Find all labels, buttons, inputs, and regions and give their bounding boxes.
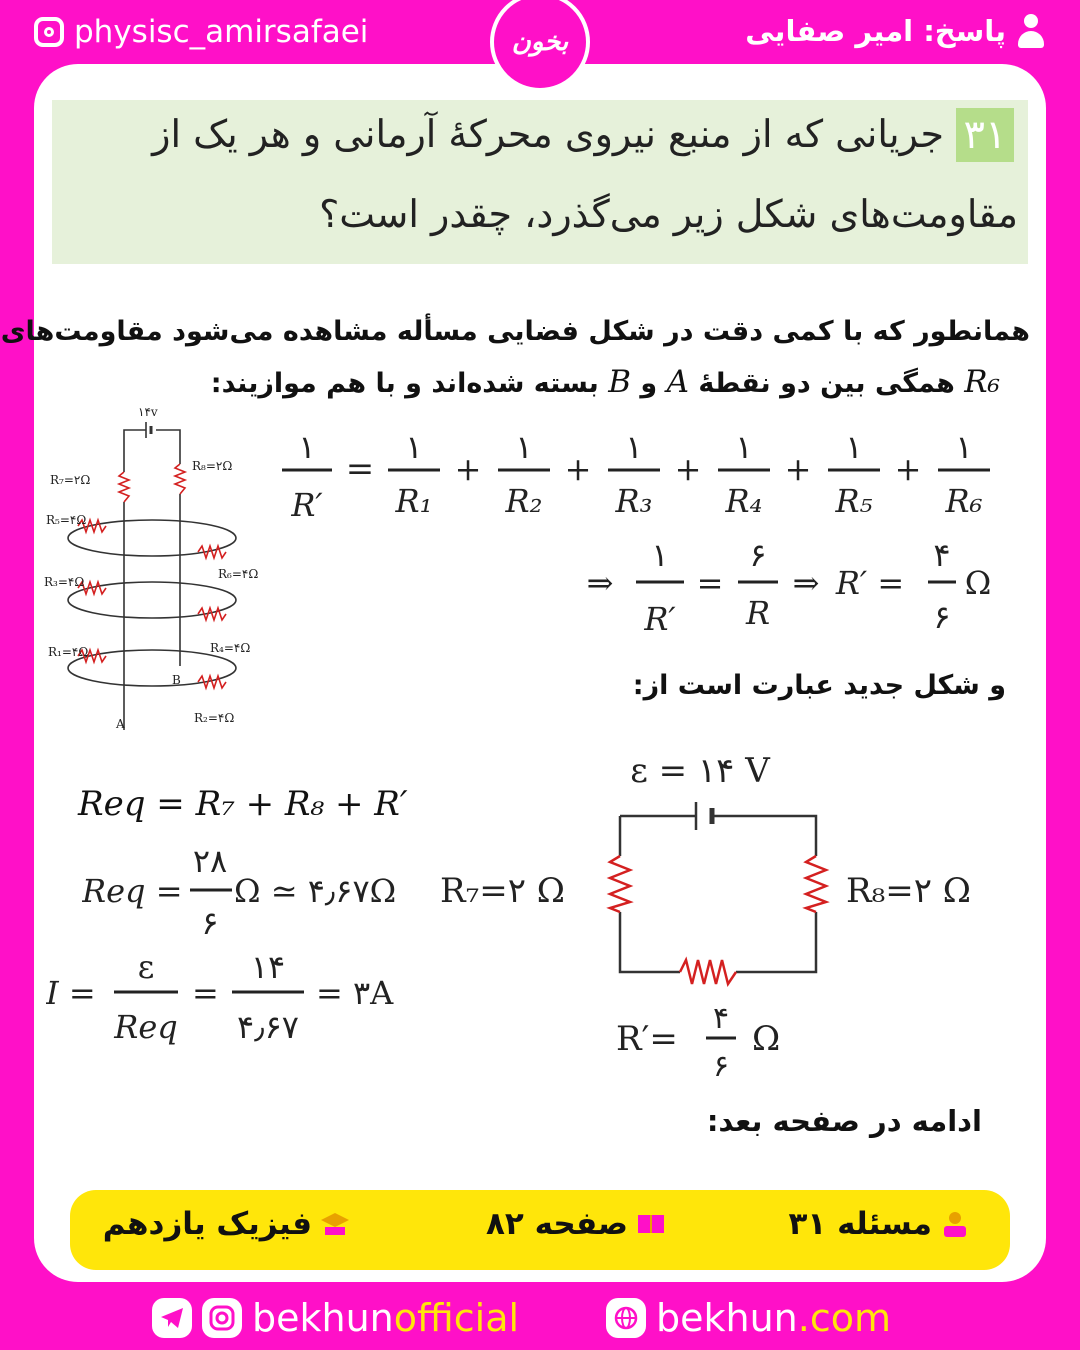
parallel-resistance-equation — [274, 424, 1004, 534]
svg-text:⇒: ⇒ — [792, 564, 820, 602]
paragraph-1-text: همانطور که با کمی دقت در شکل فضایی مسأله مشاهده می‌شود مقاومت‌های — [0, 316, 1030, 347]
website-text — [656, 1296, 891, 1340]
r7-label: R₇=۲Ω — [50, 473, 91, 487]
req-den: ۶ — [201, 904, 219, 942]
svg-text:+: + — [674, 450, 702, 488]
answer-author — [745, 14, 1046, 48]
continue-note: ادامه در صفحه بعد: — [706, 1104, 982, 1138]
point-b-label: B — [172, 673, 181, 687]
eq2-unit: Ω — [964, 564, 992, 602]
subject-name-text: فیزیک یازدهم — [102, 1206, 312, 1242]
problem-number-text: مسئله ۳۱ — [788, 1206, 932, 1242]
question-line-2: مقاومت‌های شکل زیر می‌گذرد، چقدر است؟ — [319, 192, 1018, 236]
new-shape-text: و شکل جدید عبارت است از: — [632, 670, 1006, 701]
eq2-frac1-den: R′ — [644, 600, 676, 638]
social-handle[interactable] — [152, 1293, 519, 1343]
req-lhs: Req = — [82, 872, 183, 910]
book-icon — [636, 1209, 666, 1239]
eq2-frac2-num: ۶ — [749, 536, 767, 574]
eq1-num-1: ۱ — [405, 428, 423, 466]
r6-label: R₆=۴Ω — [218, 567, 259, 581]
svg-text:=: = — [696, 564, 724, 602]
eq1-den-2: R₂ — [505, 482, 543, 520]
eq1-num-4: ۱ — [735, 428, 753, 466]
instagram-handle[interactable] — [34, 14, 368, 50]
page-number-text: صفحه ۸۲ — [485, 1206, 628, 1242]
answer-author-text: پاسخ: امیر صفایی — [745, 14, 1006, 48]
eq2-frac2-den: R — [745, 594, 771, 632]
paragraph-2-text: همگی بین دو نقطهٔ — [698, 368, 955, 399]
r8-circuit-label: R₈=۲ Ω — [846, 871, 971, 911]
paragraph-2-end: بسته شده‌اند و با هم موازیند: — [210, 368, 599, 399]
problem-number — [789, 1206, 970, 1242]
r1-label: R₁=۴Ω — [48, 645, 89, 659]
instagram-handle-text: physisc_amirsafaei — [74, 14, 369, 50]
current-rhs: = ۳A — [316, 974, 394, 1012]
eq1-den-4: R₄ — [725, 482, 763, 520]
eq1-num-6: ۱ — [955, 428, 973, 466]
problem-info-bar — [70, 1190, 1010, 1270]
req-rest: Ω ≃ ۴٫۶۷Ω — [234, 872, 397, 910]
svg-text:+: + — [564, 450, 592, 488]
eq2-frac3-den: ۶ — [933, 598, 951, 636]
r4-label: R₄=۴Ω — [210, 641, 251, 655]
current-num2: ۱۴ — [250, 948, 286, 986]
rprime-unit: Ω — [752, 1019, 781, 1059]
website-link[interactable] — [606, 1293, 891, 1343]
r5-label: R₅=۴Ω — [46, 513, 87, 527]
point-a: A — [666, 364, 690, 400]
instagram-icon — [34, 17, 64, 47]
req-value-equation — [82, 844, 422, 944]
question-number: ۳۱ — [956, 108, 1014, 162]
bekhun-logo: بخون — [490, 0, 590, 92]
implies-arrow-1: ⇒ — [586, 564, 614, 602]
eq2-frac1-num: ۱ — [651, 536, 669, 574]
svg-text:=: = — [345, 449, 375, 489]
site-accent: .com — [797, 1296, 892, 1340]
eq1-num-2: ۱ — [515, 428, 533, 466]
r6-symbol: R₆ — [964, 364, 1000, 400]
solution-paragraph-2 — [211, 364, 1000, 400]
equivalent-resistance-equation — [580, 536, 1000, 646]
req-num: ۲۸ — [192, 844, 228, 880]
current-equation — [46, 944, 426, 1054]
eq1-num-3: ۱ — [625, 428, 643, 466]
rprime-num: ۴ — [712, 1001, 730, 1036]
handle-main: bekhun — [252, 1296, 394, 1340]
question-line-1: جریانی که از منبع نیروی محرکهٔ آرمانی و هر یک از — [152, 112, 944, 156]
eq1-den-3: R₃ — [615, 482, 653, 520]
svg-text:+: + — [894, 450, 922, 488]
content-card — [0, 64, 1046, 1282]
svg-text:+: + — [784, 450, 812, 488]
battery-label: ۱۴v — [138, 405, 158, 419]
subject-name — [103, 1206, 350, 1242]
eq1-den-6: R₆ — [945, 482, 983, 520]
svg-text:=: = — [192, 974, 219, 1012]
r3-label: R₃=۴Ω — [44, 575, 85, 589]
r8-label: R₈=۲Ω — [192, 459, 233, 473]
eq1-den-lhs: R′ — [291, 486, 323, 524]
simplified-circuit-diagram — [434, 746, 1014, 1086]
current-den1: Req — [114, 1008, 178, 1046]
user-icon — [1016, 14, 1046, 48]
svg-text:+: + — [454, 450, 482, 488]
and-word: و — [640, 368, 658, 399]
current-den2: ۴٫۶۷ — [237, 1008, 299, 1046]
rprime-circuit-label: R′= — [616, 1019, 678, 1059]
current-lhs: I = — [46, 974, 96, 1012]
point-b: B — [608, 364, 632, 400]
eq2-frac3-num: ۴ — [933, 536, 951, 574]
graduation-cap-icon — [320, 1209, 350, 1239]
page-number — [486, 1206, 666, 1242]
social-handle-text — [252, 1296, 519, 1340]
eq1-den-5: R₅ — [835, 482, 873, 520]
eq1-num-lhs: ۱ — [298, 428, 316, 466]
eq1-den-1: R₁ — [395, 482, 433, 520]
teacher-icon — [940, 1209, 970, 1239]
emf-label: ε = ۱۴ V — [630, 751, 770, 791]
r7-circuit-label: R₇=۲ Ω — [440, 871, 565, 911]
handle-accent: official — [393, 1296, 520, 1340]
current-num1: ε — [137, 948, 155, 986]
eq2-rprime: R′ = — [835, 564, 905, 602]
point-a-label: A — [116, 717, 125, 731]
globe-icon — [606, 1298, 646, 1338]
r2-label: R₂=۴Ω — [194, 711, 235, 725]
site-main: bekhun — [656, 1296, 798, 1340]
telegram-icon[interactable] — [152, 1298, 192, 1338]
solution-paragraph-1 — [0, 312, 1030, 348]
question-box — [52, 100, 1028, 264]
eq1-num-5: ۱ — [845, 428, 863, 466]
rprime-den: ۶ — [712, 1049, 730, 1084]
spatial-circuit-figure — [34, 400, 284, 740]
req-sum-equation: Req = R₇ + R₈ + R′ — [78, 784, 408, 824]
instagram-footer-icon[interactable] — [202, 1298, 242, 1338]
